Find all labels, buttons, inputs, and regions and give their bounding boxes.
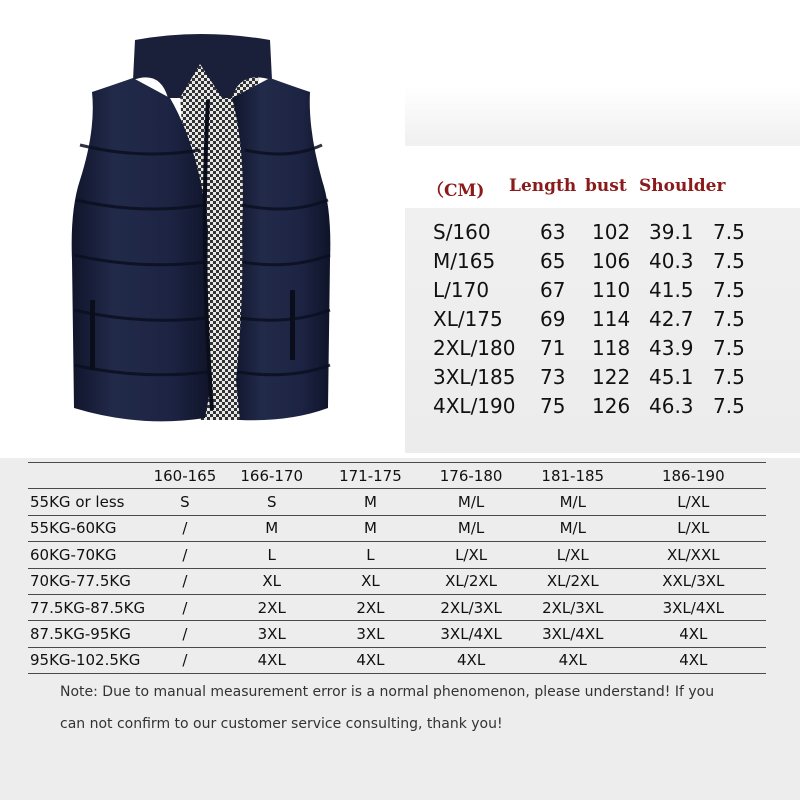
length-cell: 63 <box>540 220 566 244</box>
extra-cell: 7.5 <box>713 394 745 418</box>
table-cell: L/XL <box>621 515 766 541</box>
shoulder-cell: 46.3 <box>649 394 694 418</box>
product-photo <box>0 0 405 455</box>
table-cell: 4XL <box>621 621 766 647</box>
table-cell: 2XL/3XL <box>417 594 525 620</box>
weight-height-table <box>28 462 766 674</box>
table-header-cell: 186-190 <box>621 463 766 489</box>
shoulder-cell: 45.1 <box>649 365 694 389</box>
size-row <box>405 334 800 363</box>
size-row <box>405 392 800 421</box>
extra-cell: 7.5 <box>713 336 745 360</box>
bust-cell: 110 <box>592 278 631 302</box>
length-cell: 75 <box>540 394 566 418</box>
note-line-1: Note: Due to manual measurement error is a normal phenomenon, please understand! If you <box>60 684 715 700</box>
table-cell: L/XL <box>525 542 621 568</box>
table-row <box>28 515 766 541</box>
size-row <box>405 247 800 276</box>
extra-cell: 7.5 <box>713 249 745 273</box>
note-line-2: can not confirm to our customer service consulting, thank you! <box>60 716 503 732</box>
weight-cell: 70KG-77.5KG <box>28 568 150 594</box>
table-cell: 4XL <box>417 647 525 673</box>
extra-cell: 7.5 <box>713 365 745 389</box>
size-cell: 4XL/190 <box>433 394 516 418</box>
table-cell: XL/XXL <box>621 542 766 568</box>
size-cell: 2XL/180 <box>433 336 516 360</box>
table-header-cell <box>28 463 150 489</box>
table-cell: / <box>150 542 220 568</box>
bust-cell: 106 <box>592 249 631 273</box>
bust-cell: 126 <box>592 394 631 418</box>
length-cell: 67 <box>540 278 566 302</box>
table-cell: / <box>150 568 220 594</box>
extra-cell: 7.5 <box>713 220 745 244</box>
bust-cell: 122 <box>592 365 631 389</box>
table-cell: / <box>150 647 220 673</box>
table-cell: L/XL <box>621 489 766 515</box>
weight-cell: 55KG-60KG <box>28 515 150 541</box>
table-row <box>28 647 766 673</box>
weight-cell: 55KG or less <box>28 489 150 515</box>
weight-cell: 87.5KG-95KG <box>28 621 150 647</box>
table-header-cell: 160-165 <box>150 463 220 489</box>
length-cell: 73 <box>540 365 566 389</box>
length-cell: 71 <box>540 336 566 360</box>
size-row <box>405 218 800 247</box>
table-cell: L/XL <box>417 542 525 568</box>
weight-cell: 77.5KG-87.5KG <box>28 594 150 620</box>
header-shoulder: Shoulder <box>639 176 726 196</box>
vest-image <box>0 0 405 455</box>
shoulder-cell: 42.7 <box>649 307 694 331</box>
table-cell: 4XL <box>324 647 418 673</box>
weight-cell: 60KG-70KG <box>28 542 150 568</box>
table-header-cell: 166-170 <box>220 463 324 489</box>
size-chart-rows <box>405 218 800 421</box>
table-cell: 3XL/4XL <box>621 594 766 620</box>
table-cell: 3XL <box>220 621 324 647</box>
table-cell: S <box>220 489 324 515</box>
table-cell: M/L <box>417 515 525 541</box>
table-cell: XL <box>324 568 418 594</box>
size-cell: 3XL/185 <box>433 365 516 389</box>
size-row <box>405 276 800 305</box>
length-cell: 65 <box>540 249 566 273</box>
size-cell: M/165 <box>433 249 496 273</box>
table-cell: L <box>220 542 324 568</box>
shoulder-cell: 39.1 <box>649 220 694 244</box>
table-cell: 2XL/3XL <box>525 594 621 620</box>
header-unit: （CM) <box>427 181 485 201</box>
size-cell: L/170 <box>433 278 490 302</box>
table-header-row <box>28 463 766 489</box>
table-cell: / <box>150 515 220 541</box>
table-cell: M/L <box>525 489 621 515</box>
table-row <box>28 621 766 647</box>
header-bust: bust <box>585 176 627 196</box>
header-length: Length <box>509 176 577 196</box>
table-cell: 2XL <box>220 594 324 620</box>
extra-cell: 7.5 <box>713 307 745 331</box>
table-row <box>28 568 766 594</box>
shoulder-cell: 43.9 <box>649 336 694 360</box>
measurement-note <box>60 676 780 740</box>
shoulder-cell: 40.3 <box>649 249 694 273</box>
table-cell: M <box>220 515 324 541</box>
table-header-cell: 181-185 <box>525 463 621 489</box>
size-row <box>405 363 800 392</box>
table-cell: XL/2XL <box>525 568 621 594</box>
table-cell: 4XL <box>621 647 766 673</box>
bust-cell: 102 <box>592 220 631 244</box>
table-cell: XXL/3XL <box>621 568 766 594</box>
table-cell: M <box>324 489 418 515</box>
table-cell: 3XL/4XL <box>525 621 621 647</box>
weight-cell: 95KG-102.5KG <box>28 647 150 673</box>
table-cell: / <box>150 594 220 620</box>
shoulder-cell: 41.5 <box>649 278 694 302</box>
extra-cell: 7.5 <box>713 278 745 302</box>
size-cell: XL/175 <box>433 307 503 331</box>
table-cell: 2XL <box>324 594 418 620</box>
table-cell: M/L <box>417 489 525 515</box>
size-row <box>405 305 800 334</box>
table-row <box>28 489 766 515</box>
table-cell: S <box>150 489 220 515</box>
table-header-cell: 171-175 <box>324 463 418 489</box>
bust-cell: 114 <box>592 307 631 331</box>
table-cell: 4XL <box>525 647 621 673</box>
table-cell: L <box>324 542 418 568</box>
table-cell: XL <box>220 568 324 594</box>
length-cell: 69 <box>540 307 566 331</box>
table-cell: 3XL/4XL <box>417 621 525 647</box>
table-cell: M/L <box>525 515 621 541</box>
table-row <box>28 542 766 568</box>
table-cell: XL/2XL <box>417 568 525 594</box>
size-chart-header <box>405 146 800 208</box>
table-row <box>28 594 766 620</box>
table-cell: / <box>150 621 220 647</box>
table-cell: M <box>324 515 418 541</box>
table-cell: 4XL <box>220 647 324 673</box>
table-header-cell: 176-180 <box>417 463 525 489</box>
size-cell: S/160 <box>433 220 491 244</box>
bust-cell: 118 <box>592 336 631 360</box>
table-cell: 3XL <box>324 621 418 647</box>
